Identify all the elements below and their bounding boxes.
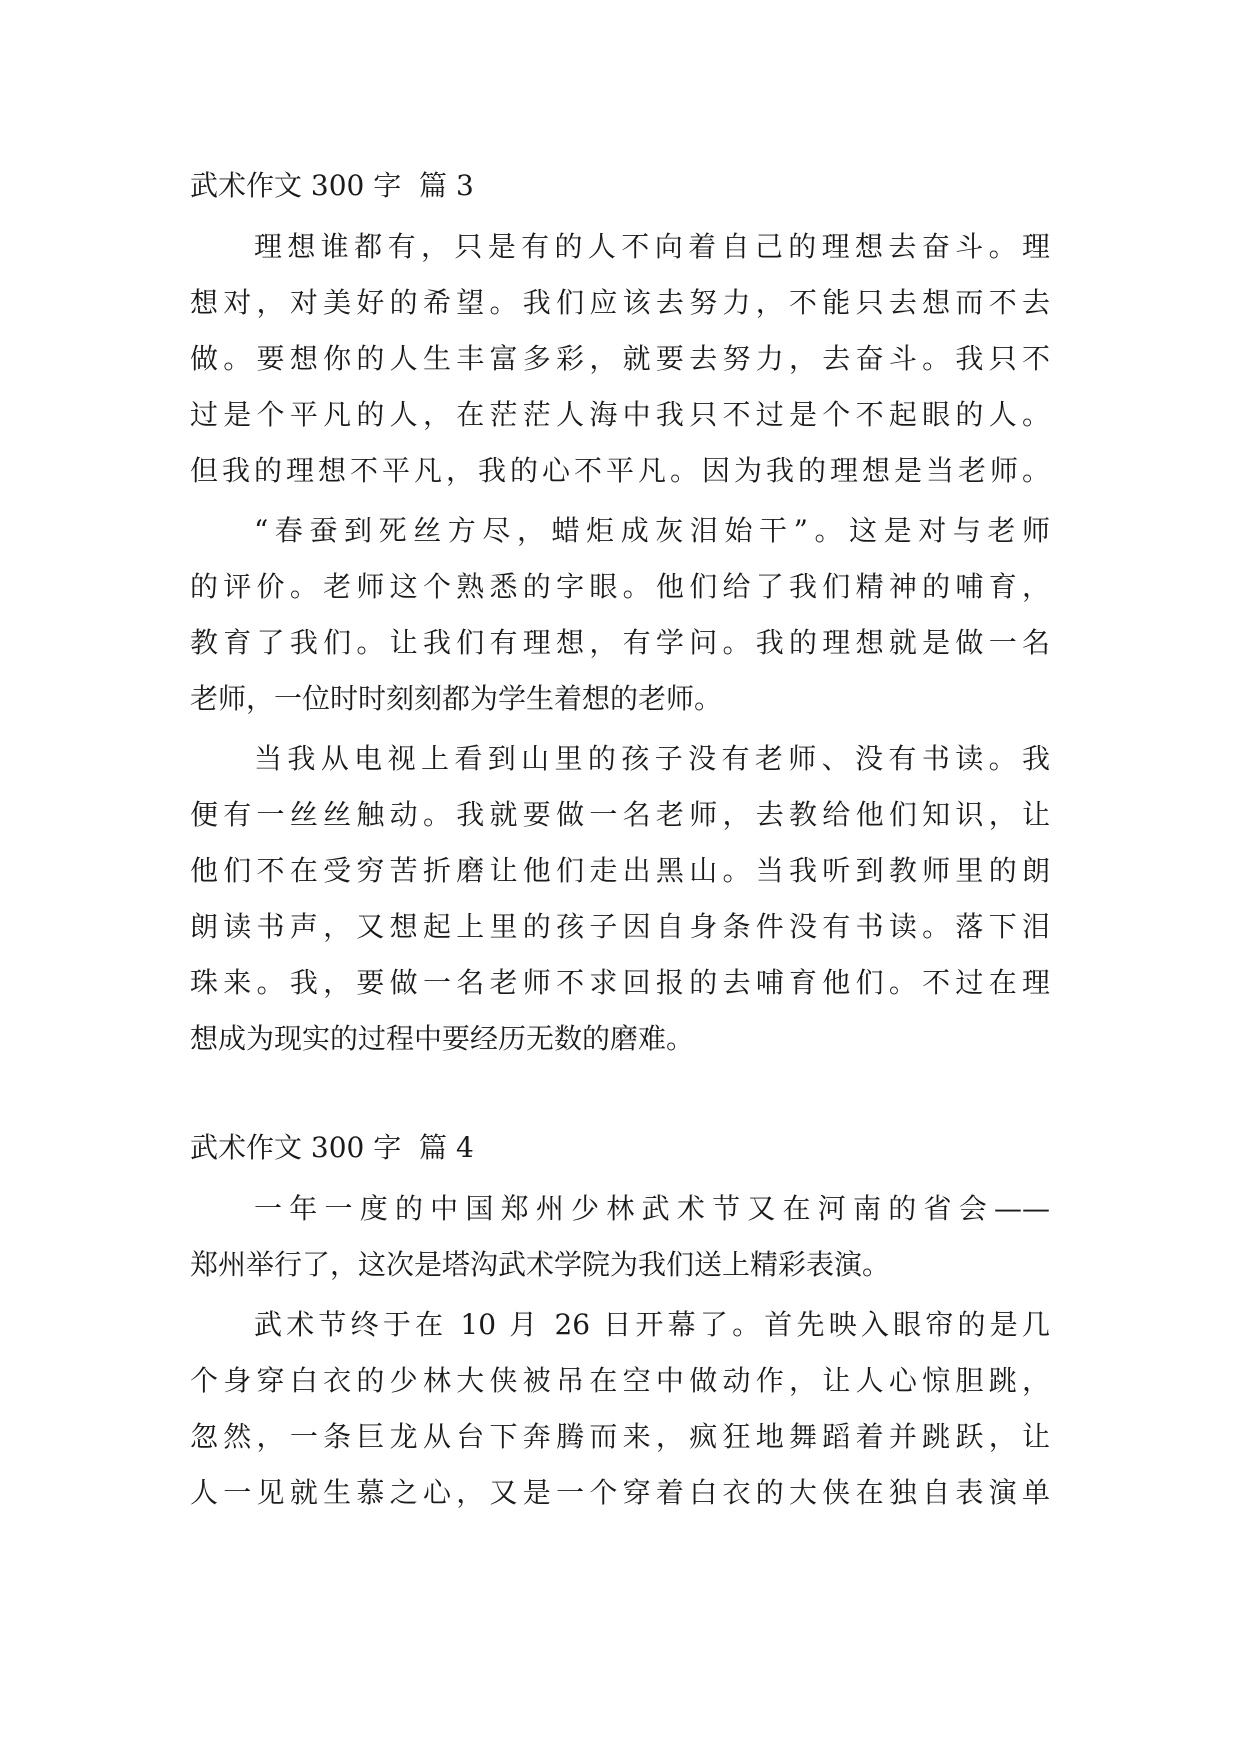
- text-line: “春蚕到死丝方尽，蜡炬成灰泪始干”。这是对与老师: [254, 514, 1050, 547]
- paragraph: [190, 219, 1050, 499]
- text-line: 一年一度的中国郑州少林武术节又在河南的省会——: [254, 1192, 1050, 1225]
- text-line: 做。要想你的人生丰富多彩，就要去努力，去奋斗。我只不: [190, 342, 1050, 375]
- text-line: 武术节终于在 10 月 26 日开幕了。首先映入眼帘的是几: [254, 1308, 1050, 1341]
- text-line: 过是个平凡的人，在茫茫人海中我只不过是个不起眼的人。: [190, 398, 1050, 431]
- paragraph: [190, 731, 1050, 1067]
- text-line: 他们不在受穷苦折磨让他们走出黑山。当我听到教师里的朗: [190, 854, 1050, 887]
- text-line: 珠来。我，要做一名老师不求回报的去哺育他们。不过在理: [190, 966, 1050, 999]
- text-line: 想对，对美好的希望。我们应该去努力，不能只去想而不去: [190, 286, 1050, 319]
- text-line: 郑州举行了，这次是塔沟武术学院为我们送上精彩表演。: [190, 1248, 891, 1281]
- text-line: 的评价。老师这个熟悉的字眼。他们给了我们精神的哺育，: [190, 570, 1050, 603]
- paragraph: [190, 1181, 1050, 1293]
- text-line: 朗读书声，又想起上里的孩子因自身条件没有书读。落下泪: [190, 910, 1050, 943]
- text-line: 但我的理想不平凡，我的心不平凡。因为我的理想是当老师。: [190, 454, 1050, 487]
- text-line: 老师，一位时时刻刻都为学生着想的老师。: [190, 682, 723, 715]
- text-line: 人一见就生慕之心，又是一个穿着白衣的大侠在独自表演单: [190, 1476, 1050, 1509]
- text-line: 教育了我们。让我们有理想，有学问。我的理想就是做一名: [190, 626, 1050, 659]
- text-line: 便有一丝丝触动。我就要做一名老师，去教给他们知识，让: [190, 798, 1050, 831]
- text-line: 个身穿白衣的少林大侠被吊在空中做动作，让人心惊胆跳，: [190, 1364, 1050, 1397]
- text-line: 忽然，一条巨龙从台下奔腾而来，疯狂地舞蹈着并跳跃，让: [190, 1420, 1050, 1453]
- paragraph: [190, 503, 1050, 727]
- document-body: [190, 158, 1050, 1525]
- section-heading: 武术作文 300 字 篇 4: [190, 1131, 474, 1164]
- text-line: 想成为现实的过程中要经历无数的磨难。: [190, 1022, 695, 1055]
- text-line: 理想谁都有，只是有的人不向着自己的理想去奋斗。理: [254, 230, 1050, 263]
- paragraph: [190, 1297, 1050, 1521]
- section-heading: 武术作文 300 字 篇 3: [190, 169, 474, 202]
- text-line: 当我从电视上看到山里的孩子没有老师、没有书读。我: [254, 742, 1050, 775]
